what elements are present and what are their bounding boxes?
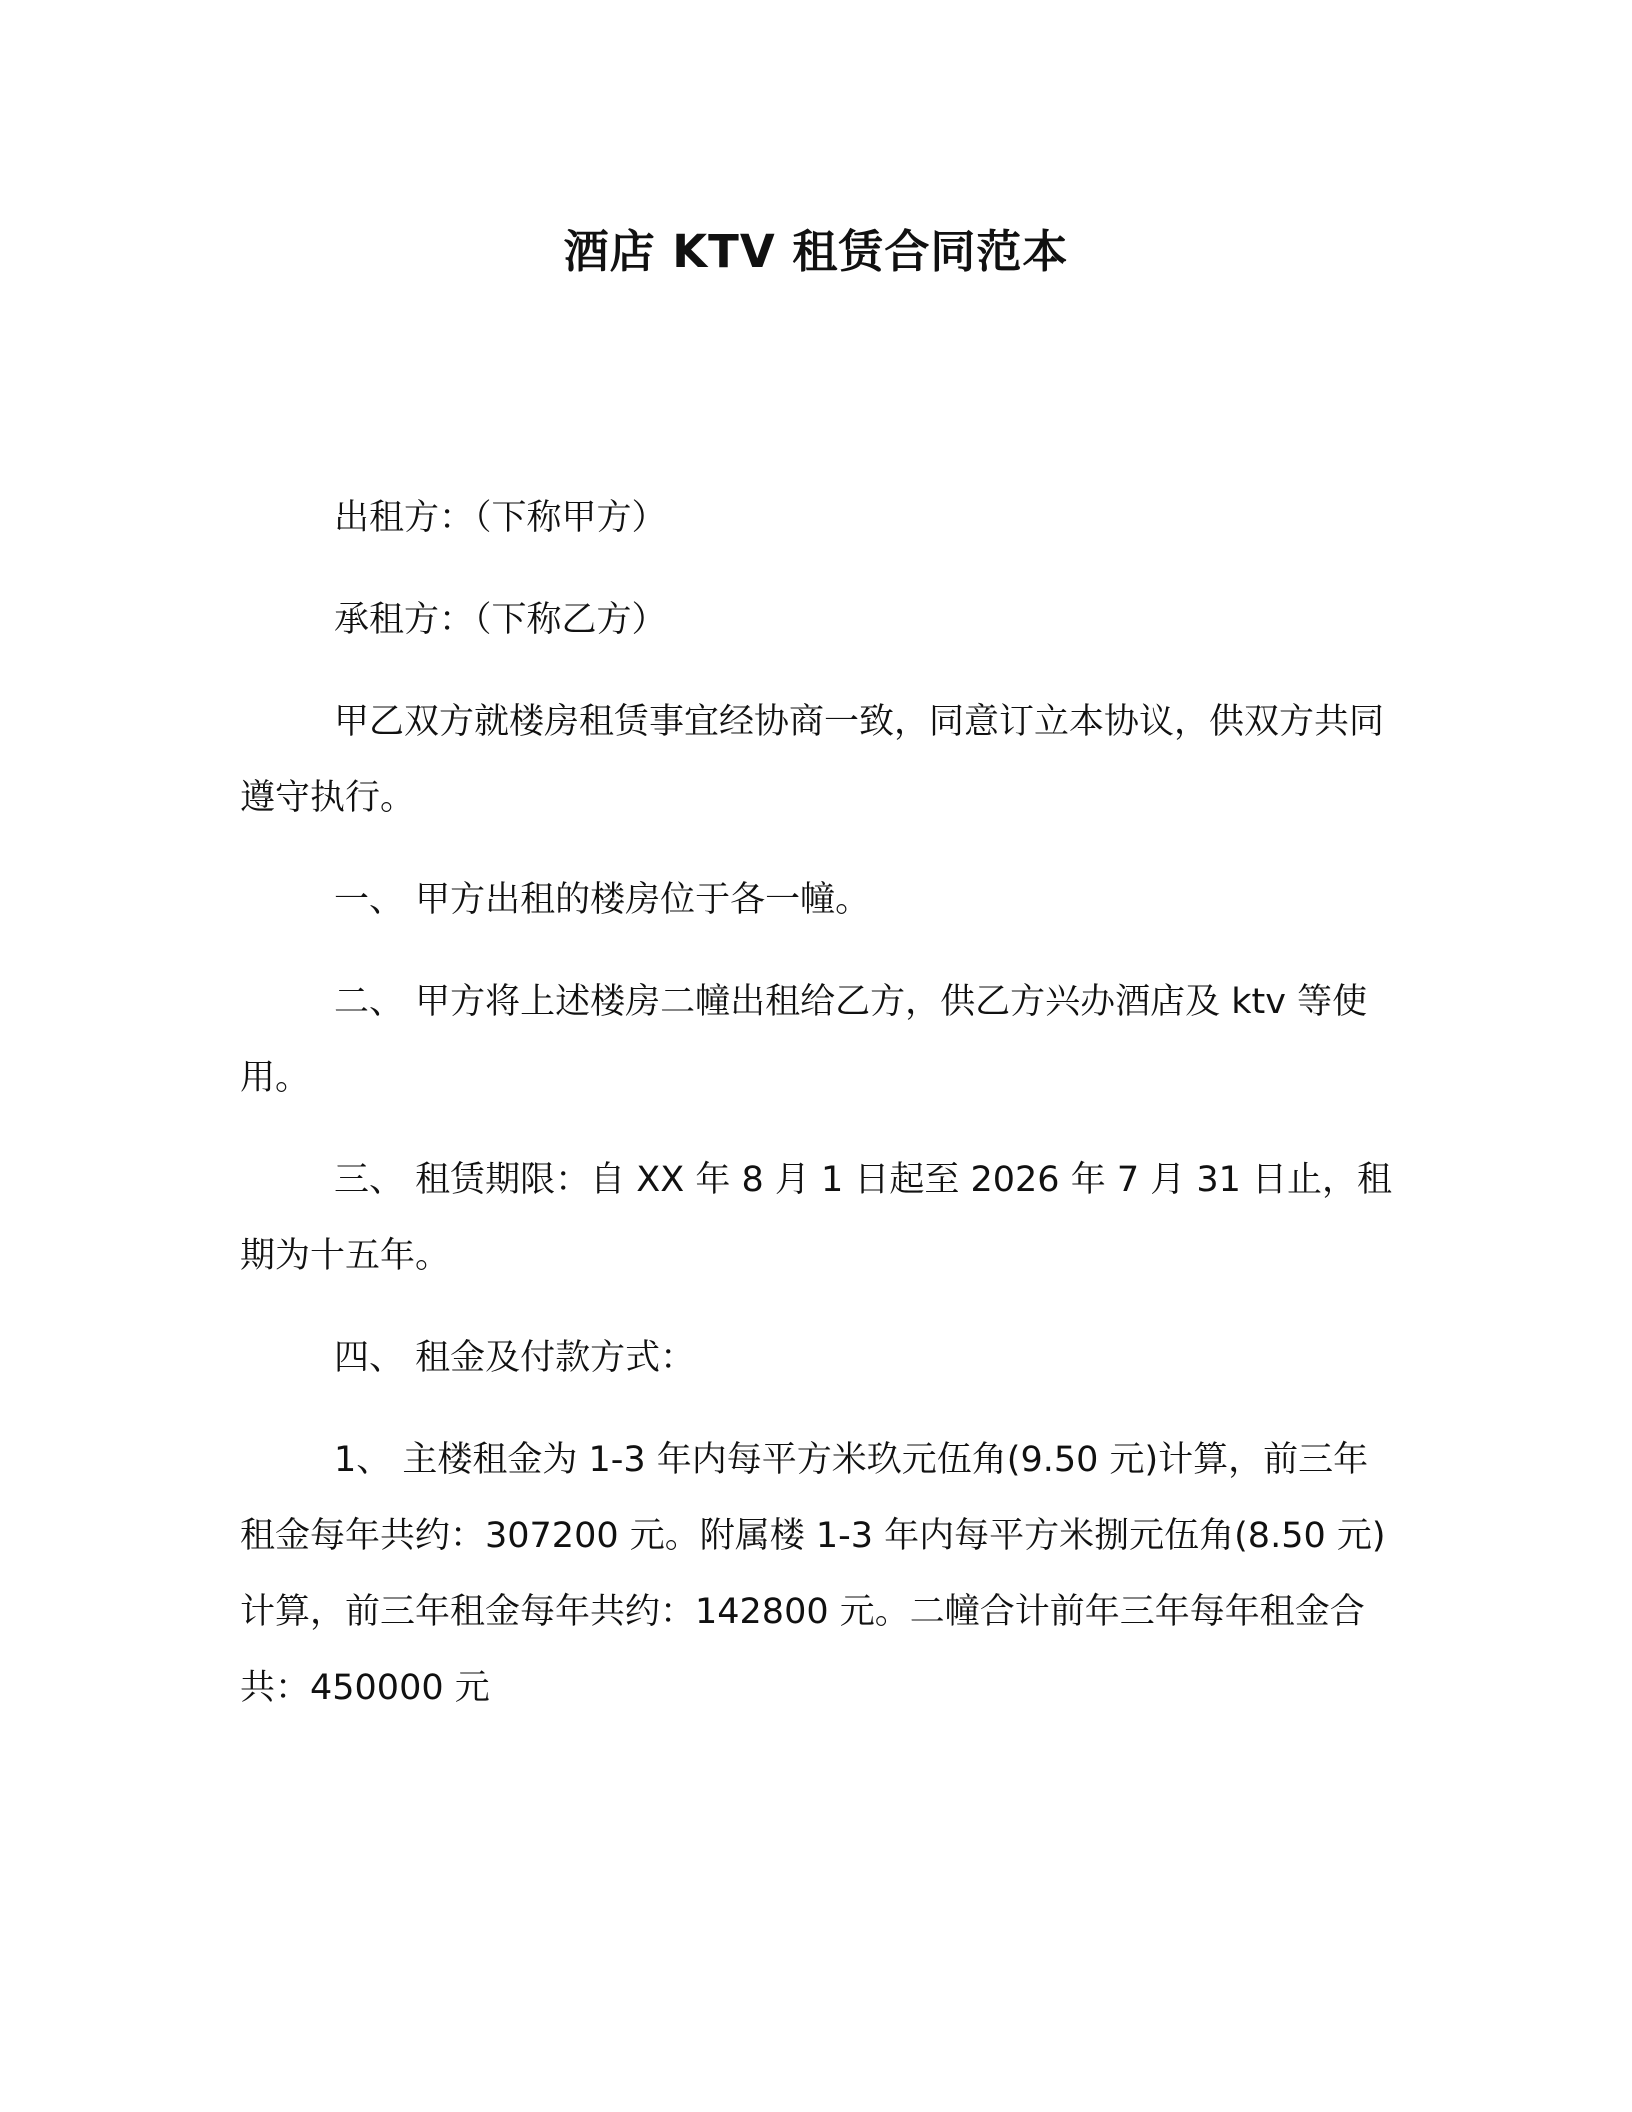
lessee-line: 承租方：（下称乙方） xyxy=(334,600,667,640)
lessor-line: 出租方：（下称甲方） xyxy=(334,498,667,538)
clause-2-paragraph: 二、 甲方将上述楼房二幢出租给乙方，供乙方兴办酒店及 ktv 等使用。 xyxy=(240,982,1368,1098)
agreement-intro-paragraph: 甲乙双方就楼房租赁事宜经协商一致，同意订立本协议，供双方共同遵守执行。 xyxy=(240,702,1385,818)
document-body xyxy=(240,480,1392,1752)
clause-1-paragraph: 一、 甲方出租的楼房位于各一幢。 xyxy=(334,880,871,920)
clause-4-paragraph: 四、 租金及付款方式： xyxy=(334,1338,696,1378)
document-title: 酒店 KTV 租赁合同范本 xyxy=(563,225,1069,278)
clause-3-paragraph: 三、 租赁期限：自 XX 年 8 月 1 日起至 2026 年 7 月 31 日止，租期为十五年。 xyxy=(240,1160,1392,1276)
clause-4-item-1-paragraph: 1、 主楼租金为 1-3 年内每平方米玖元伍角(9.50 元)计算，前三年租金每年共约：307200 元。附属楼 1-3 年内每平方米捌元伍角(8.50 元)计算，前三年租金每年共约：142800 元。二幢合计前年三年每年租金合共：450000 元 xyxy=(240,1440,1386,1708)
